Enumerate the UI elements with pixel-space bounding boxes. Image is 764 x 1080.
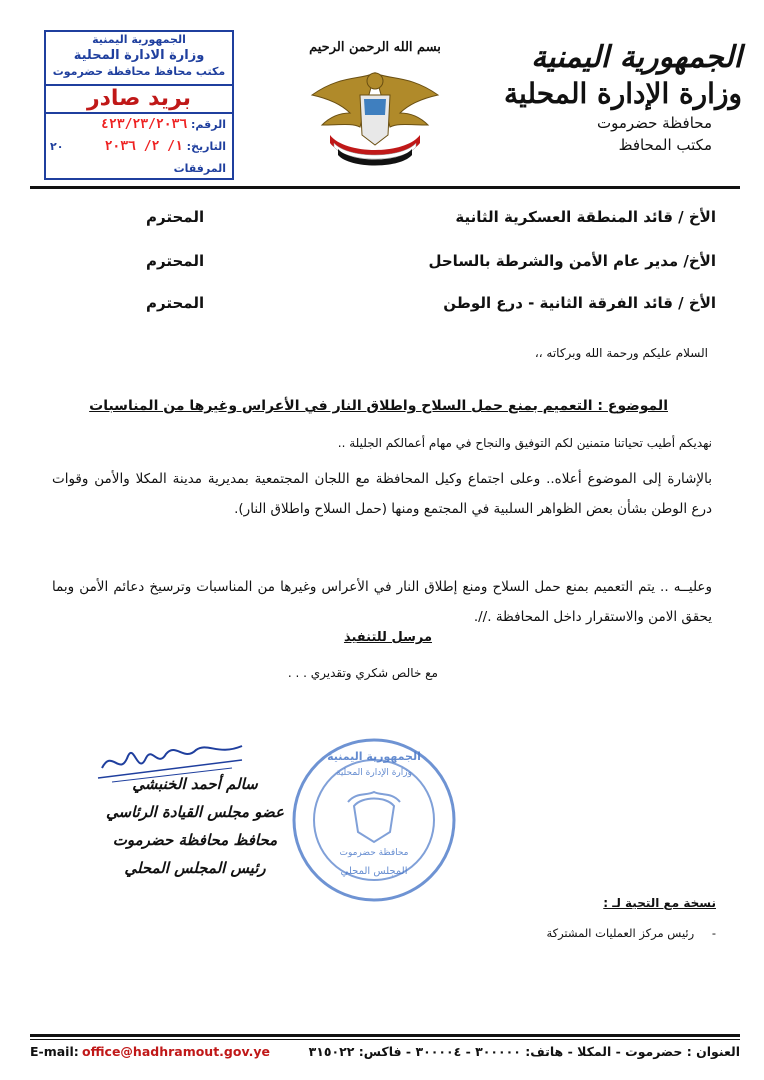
footer-email-label: E-mail:: [30, 1044, 79, 1059]
copy-to-item: - رئيس مركز العمليات المشتركة: [546, 926, 716, 940]
recipient-honorific: المحترم: [146, 294, 205, 312]
stamp-year-suffix: ٢٠: [50, 140, 64, 153]
footer-divider: [30, 1034, 740, 1037]
republic-title: الجمهورية اليمنية: [531, 40, 742, 75]
stamp-line-republic: الجمهورية اليمنية: [92, 33, 186, 46]
recipient-label: الأخ / قائد المنطقة العسكرية الثانية: [455, 208, 716, 226]
signatory-title-1: عضو مجلس القيادة الرئاسي: [106, 803, 284, 821]
footer-divider-thin: [30, 1039, 740, 1040]
stamp-date-row: التاريخ: ١/ ٢/ ٢٠٣٦ ٢٠: [50, 139, 226, 154]
recipient-1: [76, 208, 716, 234]
copy-to-label: نسخة مع التحية لـ :: [603, 896, 716, 910]
subject-line: الموضوع : التعميم بمنع حمل السلاح واطلاق النار في الأعراس وغيرها من المناسبات: [89, 398, 668, 414]
recipient-2: [76, 252, 716, 278]
signatory-block: [70, 770, 320, 882]
recipient-label: الأخ/ مدير عام الأمن والشرطة بالساحل: [428, 252, 716, 270]
stamp-date-label: التاريخ: [191, 140, 226, 153]
recipient-label: الأخ / قائد الفرقة الثانية - درع الوطن: [443, 294, 716, 312]
footer-email-link[interactable]: office@hadhramout.gov.ye: [82, 1044, 270, 1059]
recipient-3: [76, 294, 716, 320]
signatory-title-3: رئيس المجلس المحلي: [124, 859, 266, 877]
greeting: السلام عليكم ورحمة الله وبركاته ،،: [534, 346, 708, 360]
recipient-honorific: المحترم: [146, 252, 205, 270]
recipient-honorific: المحترم: [146, 208, 205, 226]
governorate-title: محافظة حضرموت: [596, 114, 712, 132]
copy-to-item-text: رئيس مركز العمليات المشتركة: [546, 926, 695, 940]
eagle-emblem-icon: [300, 55, 450, 173]
official-round-stamp: [290, 736, 458, 904]
round-stamp-bottom: محافظة حضرموت: [339, 848, 409, 858]
round-stamp-center: المجلس المحلي: [340, 866, 408, 877]
round-stamp-top: الجمهورية اليمنية: [327, 750, 421, 763]
intro-line: نهديكم أطيب تحياتنا متمنين لكم التوفيق والنجاح في مهام أعمالكم الجليلة ..: [337, 436, 712, 450]
signatory-title-2: محافظ محافظة حضرموت: [112, 831, 278, 849]
stamp-attachments-label: المرفقات: [173, 162, 226, 175]
stamp-ref-value: ٤٢٣/٢٣/٢٠٣٦: [101, 117, 188, 132]
round-stamp-ring: وزارة الإدارة المحلية: [336, 768, 412, 778]
stamp-date-value: ١/ ٢/ ٢٠٣٦: [104, 139, 183, 154]
basmala: بسم الله الرحمن الرحيم: [309, 40, 441, 55]
outgoing-mail-stamp: [44, 30, 234, 180]
footer-address: العنوان : حضرموت - المكلا - هاتف: ٣٠٠٠٠٠ - ٣٠٠٠٠٤ - فاكس: ٣١٥٠٢٢: [308, 1044, 740, 1059]
signatory-name: سالم أحمد الخنبشي: [132, 775, 258, 793]
stamp-ref-row: الرقم: ٤٢٣/٢٣/٢٠٣٦: [101, 117, 226, 132]
emblem-logo: [300, 40, 450, 180]
body-paragraph-1: بالإشارة إلى الموضوع أعلاه.. وعلى اجتماع وكيل المحافظة مع اللجان المجتمعية بمديرية مدينة المكلا والأمن وقوات درع الوطن بشأن بعض الظواهر السلبية في المجتمع ومنها (حمل السلاح واطلاق النار).: [52, 471, 712, 517]
letterhead-right: [482, 40, 742, 156]
stamp-title: بريد صادر: [46, 84, 232, 114]
ministry-title: وزارة الإدارة المحلية: [504, 77, 742, 110]
office-title: مكتب المحافظ: [618, 136, 712, 154]
closing-line: مع خالص شكري وتقديري . . .: [287, 666, 438, 680]
stamp-line-ministry: وزارة الادارة المحلية: [73, 48, 205, 63]
stamp-line-office: مكتب محافظ محافظة حضرموت: [52, 65, 226, 78]
body-paragraph-2: وعليــه .. يتم التعميم بمنع حمل السلاح ومنع إطلاق النار في الأعراس وغيرها من المناسبات وترسيخ دعائم الأمن وبما يحقق الامن والاستقرار داخل المحافظة .//.: [52, 579, 712, 625]
header-divider: [30, 186, 740, 189]
sent-for-action: مرسل للتنفيذ: [343, 630, 432, 645]
stamp-ref-label: الرقم: [195, 118, 226, 131]
